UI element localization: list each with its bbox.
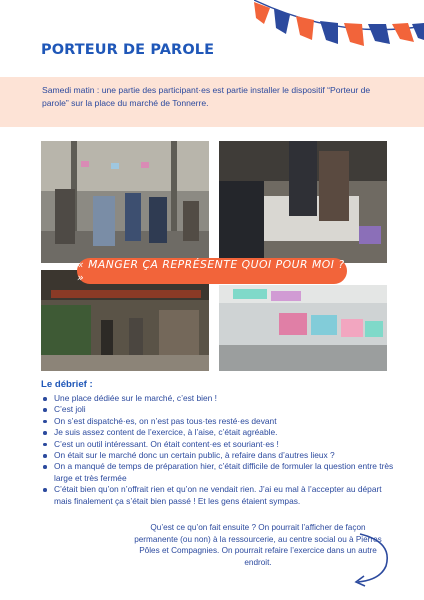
debrief-list [41, 393, 399, 507]
bunting-decoration [254, 0, 424, 60]
intro-text: Samedi matin : une partie des participant·es est partie installer le dispositif “Porteur de parole” sur la place du marché de Tonnerre. [42, 85, 371, 108]
list-item: C’est un outil intéressant. On était content·es et souriant·es ! [54, 439, 399, 450]
closing-text: Qu’est ce qu’on fait ensuite ? On pourrait l’afficher de façon permanente (ou non) à la ressourcerie, au centre social ou à Pierres Pôles et Compagnies. On pourrait refaire l’exercice dans un autre endroit. [134, 523, 382, 567]
question-banner [77, 258, 347, 284]
photo-market-aisle [41, 270, 209, 371]
photo-answers-line [219, 285, 387, 371]
debrief-heading: Le débrief : [41, 379, 93, 390]
photo-writing [219, 141, 387, 263]
curved-arrow-icon [338, 532, 398, 588]
page-title: PORTEUR DE PAROLE [41, 42, 215, 58]
list-item: Une place dédiée sur le marché, c’est bien ! [54, 393, 399, 404]
photo-market-hall [41, 141, 209, 263]
list-item: On était sur le marché donc un certain public, à refaire dans d’autres lieux ? [54, 450, 399, 461]
banner-text: « MANGER ÇA REPRÉSENTE QUOI POUR MOI ? » [77, 258, 345, 284]
list-item: Je suis assez content de l’exercice, à l’aise, c’était agréable. [54, 427, 399, 438]
list-item: C’est joli [54, 404, 399, 415]
intro-box [0, 77, 424, 127]
list-item: On s’est dispatché·es, on n’est pas tous·tes resté·es devant [54, 416, 399, 427]
list-item: C’était bien qu’on n’offrait rien et qu’on ne vendait rien. J’ai eu mal à l’accepter au départ mais finalement ça s’était bien passé ! Et les gens étaient sympas. [54, 484, 399, 507]
list-item: On a manqué de temps de préparation hier, c’était difficile de formuler la question entre très large et très fermée [54, 461, 399, 484]
